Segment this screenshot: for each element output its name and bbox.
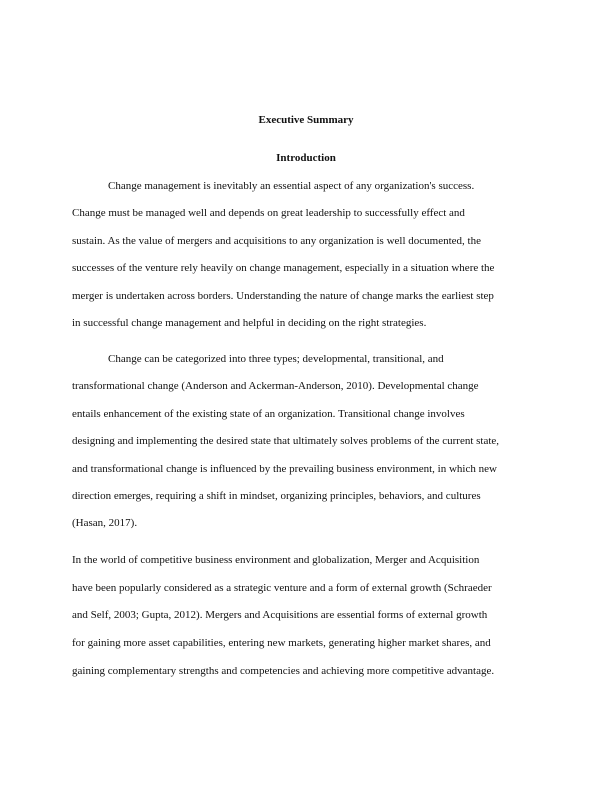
text-line: (Hasan, 2017). — [72, 517, 138, 529]
document-title: Executive Summary — [258, 114, 354, 126]
text-line: for gaining more asset capabilities, entering new markets, generating higher market shares, and — [72, 637, 491, 649]
text-line: In the world of competitive business environment and globalization, Merger and Acquisition — [72, 554, 480, 566]
text-line: gaining complementary strengths and competencies and achieving more competitive advantage. — [72, 665, 495, 677]
text-line: have been popularly considered as a strategic venture and a form of external growth (Schraeder — [72, 582, 492, 594]
text-line: entails enhancement of the existing state of an organization. Transitional change involves — [72, 408, 465, 420]
text-line: and transformational change is influenced by the prevailing business environment, in which new — [72, 463, 497, 475]
text-line: sustain. As the value of mergers and acquisitions to any organization is well documented, the — [72, 235, 481, 247]
text-line: direction emerges, requiring a shift in mindset, organizing principles, behaviors, and cultures — [72, 490, 481, 502]
text-line: merger is undertaken across borders. Understanding the nature of change marks the earliest step — [72, 290, 494, 302]
text-line: Change can be categorized into three types; developmental, transitional, and — [108, 353, 444, 365]
text-line: successes of the venture rely heavily on change management, especially in a situation where the — [72, 262, 495, 274]
text-line: designing and implementing the desired state that ultimately solves problems of the current state, — [72, 435, 500, 447]
text-line: and Self, 2003; Gupta, 2012). Mergers and Acquisitions are essential forms of external growth — [72, 609, 488, 621]
text-line: Change management is inevitably an essential aspect of any organization's success. — [108, 180, 475, 192]
text-line: transformational change (Anderson and Ackerman-Anderson, 2010). Developmental change — [72, 380, 479, 392]
section-heading: Introduction — [276, 152, 336, 164]
text-line: Change must be managed well and depends on great leadership to successfully effect and — [72, 207, 465, 219]
text-line: in successful change management and helpful in deciding on the right strategies. — [72, 317, 427, 329]
